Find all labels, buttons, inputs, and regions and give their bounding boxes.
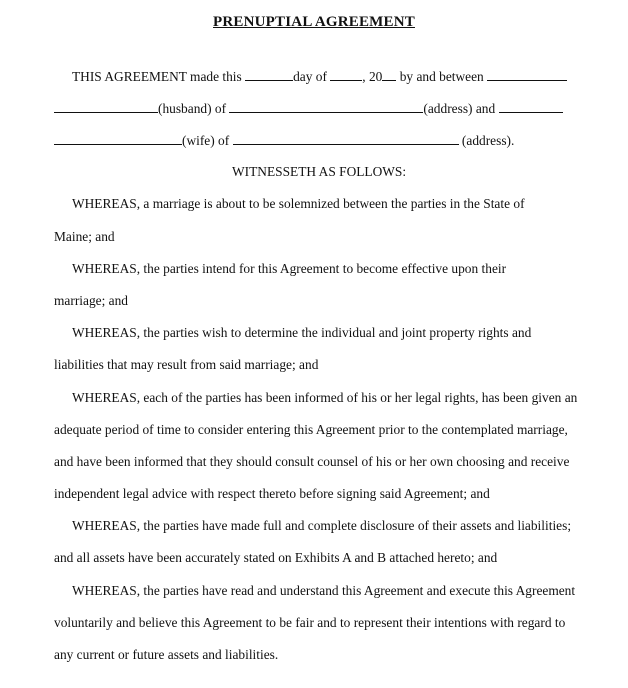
intro-line-1 bbox=[72, 68, 567, 85]
body-line-5: WHEREAS, the parties wish to determine the individual and joint property rights and bbox=[72, 325, 532, 340]
party-one-blank bbox=[487, 68, 567, 81]
year-blank bbox=[382, 68, 396, 81]
address-end-label: (address). bbox=[458, 133, 515, 148]
month-blank bbox=[330, 68, 362, 81]
husband-label: (husband) of bbox=[158, 101, 230, 116]
body-line-12: and all assets have been accurately stated on Exhibits A and B attached hereto; and bbox=[54, 550, 498, 565]
intro-line-3 bbox=[54, 132, 514, 149]
wife-address-blank bbox=[233, 132, 459, 145]
body-line-9: and have been informed that they should consult counsel of his or her own choosing and receive bbox=[54, 454, 570, 469]
body-line-15: any current or future assets and liabilities. bbox=[54, 647, 279, 662]
body-line-8: adequate period of time to consider entering this Agreement prior to the contemplated marriage, bbox=[54, 422, 568, 437]
husband-name-blank bbox=[54, 100, 158, 113]
body-line-11: WHEREAS, the parties have made full and complete disclosure of their assets and liabilities; bbox=[72, 518, 572, 533]
intro-text-made-this: THIS AGREEMENT made this bbox=[72, 69, 246, 84]
body-line-2: Maine; and bbox=[54, 229, 115, 244]
wife-name-start-blank bbox=[499, 100, 563, 113]
witnesseth-heading: WITNESSETH AS FOLLOWS: bbox=[232, 164, 407, 179]
day-blank bbox=[245, 68, 293, 81]
body-line-13: WHEREAS, the parties have read and understand this Agreement and execute this Agreement bbox=[72, 583, 576, 598]
body-line-1: WHEREAS, a marriage is about to be solemnized between the parties in the State of bbox=[72, 196, 525, 211]
body-line-3: WHEREAS, the parties intend for this Agreement to become effective upon their bbox=[72, 261, 507, 276]
body-line-4: marriage; and bbox=[54, 293, 128, 308]
wife-name-blank bbox=[54, 132, 182, 145]
intro-line-2 bbox=[54, 100, 563, 117]
body-line-7: WHEREAS, each of the parties has been informed of his or her legal rights, has been given an bbox=[72, 390, 578, 405]
wife-label: (wife) of bbox=[182, 133, 233, 148]
body-line-10: independent legal advice with respect thereto before signing said Agreement; and bbox=[54, 486, 490, 501]
husband-address-blank bbox=[229, 100, 423, 113]
body-line-14: voluntarily and believe this Agreement to be fair and to represent their intentions with regard to bbox=[54, 615, 566, 630]
intro-text-between: by and between bbox=[396, 69, 488, 84]
address-and-label: (address) and bbox=[423, 101, 499, 116]
intro-text-year: , 20 bbox=[362, 69, 383, 84]
document-title: PRENUPTIAL AGREEMENT bbox=[213, 14, 415, 30]
intro-text-day-of: day of bbox=[293, 69, 331, 84]
body-line-6: liabilities that may result from said marriage; and bbox=[54, 357, 319, 372]
